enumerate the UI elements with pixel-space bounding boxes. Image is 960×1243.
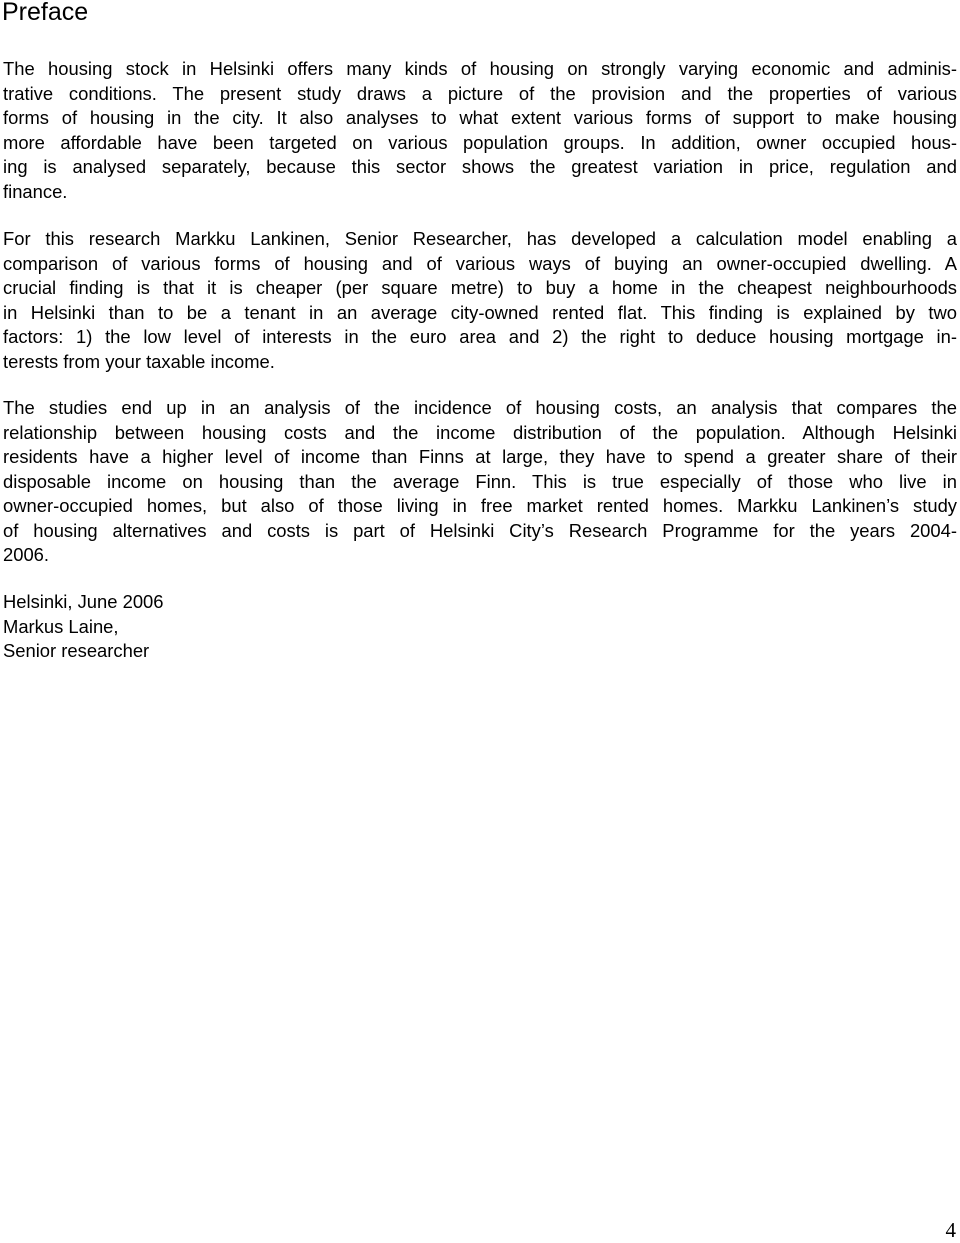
- paragraph-line: of housing alternatives and costs is part of Helsinki City’s Research Programme for the years 2004-: [3, 519, 957, 541]
- page-title: Preface: [2, 0, 89, 26]
- paragraph-line: owner-occupied homes, but also of those living in free market rented homes. Markku Lankinen’s study: [3, 495, 957, 516]
- paragraph-line: trative conditions. The present study draws a picture of the provision and the properties of various: [3, 82, 957, 104]
- paragraph-line: For this research Markku Lankinen, Senior Researcher, has developed a calculation model enabling a: [3, 228, 957, 249]
- paragraph-line: terests from your taxable income.: [3, 350, 275, 372]
- paragraph-line: The housing stock in Helsinki offers many kinds of housing on strongly varying economic and adminis-: [3, 58, 957, 79]
- paragraph-intro: [3, 57, 957, 204]
- paragraph-research-model: [3, 227, 957, 374]
- signature-role: Senior researcher: [3, 640, 150, 661]
- page-number: 4: [945, 1218, 956, 1242]
- paragraph-line: residents have a higher level of income than Finns at large, they have to spend a greater share of their: [3, 446, 957, 467]
- paragraph-line: disposable income on housing than the average Finn. This is true especially of those who live in: [3, 470, 957, 492]
- paragraph-line: The studies end up in an analysis of the incidence of housing costs, an analysis that compares the: [3, 397, 957, 418]
- paragraph-line: forms of housing in the city. It also analyses to what extent various forms of support to make housing: [3, 107, 957, 128]
- signature-place-date: Helsinki, June 2006: [3, 591, 164, 612]
- paragraph-line: ing is analysed separately, because this sector shows the greatest variation in price, regulation and: [3, 156, 957, 177]
- paragraph-line: crucial finding is that it is cheaper (per square metre) to buy a home in the cheapest neighbourhoods: [3, 277, 957, 298]
- paragraph-line: comparison of various forms of housing and of various ways of buying an owner-occupied dwelling. A: [3, 252, 957, 274]
- paragraph-line: more affordable have been targeted on various population groups. In addition, owner occupied hous-: [3, 131, 957, 153]
- paragraph-line: factors: 1) the low level of interests in the euro area and 2) the right to deduce housing mortgage in-: [3, 326, 957, 347]
- signature-block: [3, 590, 957, 664]
- signature-name: Markus Laine,: [3, 615, 119, 637]
- paragraph-line: finance.: [3, 180, 68, 202]
- paragraph-line: relationship between housing costs and the income distribution of the population. Although Helsinki: [3, 421, 957, 443]
- paragraph-line: 2006.: [3, 544, 50, 565]
- paragraph-housing-costs: [3, 396, 957, 568]
- paragraph-line: in Helsinki than to be a tenant in an average city-owned rented flat. This finding is explained by two: [3, 301, 957, 323]
